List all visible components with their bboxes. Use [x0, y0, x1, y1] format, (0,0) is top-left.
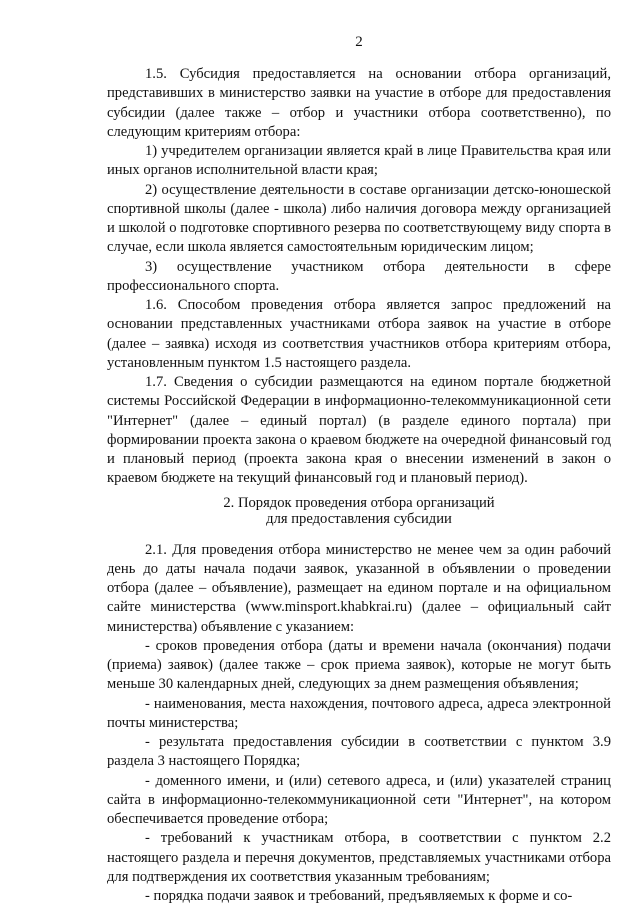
page-number: 2: [107, 33, 611, 51]
criterion-1: 1) учредителем организации является край в лице Правительства края или иных органов исполнительной власти края;: [107, 142, 611, 181]
list-item-domain: - доменного имени, и (или) сетевого адреса, и (или) указателей страниц сайта в информационно-телекоммуникационной сети "Интернет", на котором обеспечивается проведение отбора;: [107, 772, 611, 830]
paragraph-1-5: 1.5. Субсидия предоставляется на основании отбора организаций, представивших в министерство заявки на участие в отборе для предоставления субсидии (далее также – отбор и участники отбора соответственно), по следующим критериям отбора:: [107, 65, 611, 142]
paragraphs-before-section: [107, 65, 611, 489]
list-item-submission-order: - порядка подачи заявок и требований, предъявляемых к форме и со-: [107, 887, 611, 906]
paragraphs-after-section: [107, 541, 611, 906]
section-heading-line-2: для предоставления субсидии: [107, 511, 611, 527]
list-item-requirements: - требований к участникам отбора, в соответствии с пунктом 2.2 настоящего раздела и перечня документов, представляемых участниками отбора для подтверждения их соответствия указанным требованиям;: [107, 829, 611, 887]
paragraph-2-1: 2.1. Для проведения отбора министерство не менее чем за один рабочий день до даты начала подачи заявок, указанной в объявлении о проведении отбора (далее – объявление), размещает на едином портале и на официальном сайте министерства (www.minsport.khabkrai.ru) (далее – официальный сайт министерства) объявление с указанием:: [107, 541, 611, 637]
section-heading-line-1: 2. Порядок проведения отбора организаций: [107, 495, 611, 511]
list-item-ministry-contacts: - наименования, места нахождения, почтового адреса, адреса электронной почты министерства;: [107, 695, 611, 734]
paragraph-1-6: 1.6. Способом проведения отбора является запрос предложений на основании представленных участниками отбора заявок на участие в отборе (далее – заявка) исходя из соответствия участников отбора критериям отбора, установленным пунктом 1.5 настоящего раздела.: [107, 296, 611, 373]
criterion-3: 3) осуществление участником отбора деятельности в сфере профессионального спорта.: [107, 258, 611, 297]
list-item-deadlines: - сроков проведения отбора (даты и времени начала (окончания) подачи (приема) заявок) (далее также – срок приема заявок), которые не могут быть меньше 30 календарных дней, следующих за днем размещения объявления;: [107, 637, 611, 695]
section-2-heading: [107, 495, 611, 527]
criterion-2: 2) осуществление деятельности в составе организации детско-юношеской спортивной школы (далее - школа) либо наличия договора между организацией и школой о подготовке спортивного резерва по соответствующему виду спорта в случае, если школа является самостоятельным юридическим лицом;: [107, 181, 611, 258]
list-item-result: - результата предоставления субсидии в соответствии с пунктом 3.9 раздела 3 настоящего Порядка;: [107, 733, 611, 772]
paragraph-1-7: 1.7. Сведения о субсидии размещаются на едином портале бюджетной системы Российской Федерации в информационно-телекоммуникационной сети "Интернет" (далее – единый портал) (в разделе единого портала) при формировании проекта закона о краевом бюджете на очередной финансовый год и плановый период (проекта закона края о внесении изменений в закон о краевом бюджете на текущий финансовый год и плановый период).: [107, 373, 611, 489]
document-page: [107, 33, 611, 906]
